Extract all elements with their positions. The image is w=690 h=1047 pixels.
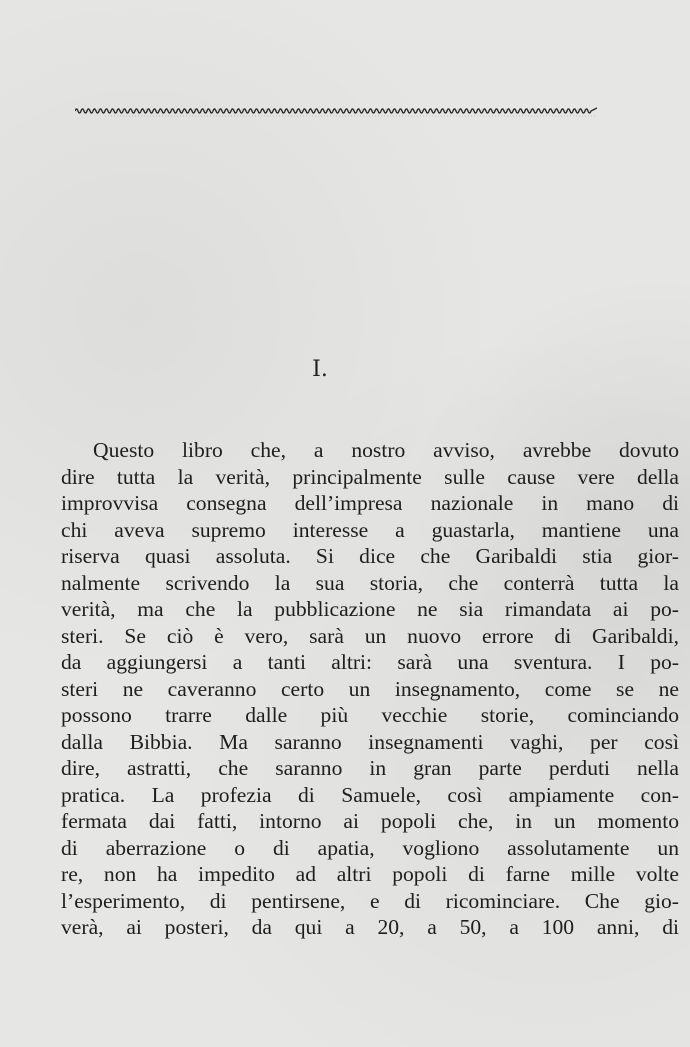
text-line: possono trarre dalle più vecchie storie, cominciando xyxy=(61,703,679,727)
text-line: verità, ma che la pubblicazione ne sia rimandata ai po- xyxy=(61,597,679,621)
text-line: l’esperimento, di pentirsene, e di ricominciare. Che gio- xyxy=(61,888,679,913)
text-line: dire, astratti, che saranno in gran parte perduti nella xyxy=(61,756,679,780)
chapter-heading: I. xyxy=(312,357,328,382)
text-line: improvvisa consegna dell’impresa nazionale in mano di xyxy=(61,491,679,515)
text-line: steri. Se ciò è vero, sarà un nuovo errore di Garibaldi, xyxy=(61,623,679,648)
text-line: dalla Bibbia. Ma saranno insegnamenti vaghi, per così xyxy=(61,729,679,754)
text-line: re, non ha impedito ad altri popoli di farne mille volte xyxy=(61,862,679,886)
text-line: dire tutta la verità, principalmente sulle cause vere della xyxy=(61,464,679,489)
body-paragraph xyxy=(61,437,679,941)
text-line: Questo libro che, a nostro avviso, avrebbe dovuto xyxy=(93,438,679,462)
text-line: nalmente scrivendo la sua storia, che conterrà tutta la xyxy=(61,570,679,595)
text-line: riserva quasi assoluta. Si dice che Garibaldi stia gior- xyxy=(61,544,679,568)
text-line: verà, ai posteri, da qui a 20, a 50, a 100 anni, di xyxy=(61,915,679,939)
text-line: steri ne caveranno certo un insegnamento, come se ne xyxy=(61,676,679,701)
wavy-rule-ornament xyxy=(75,104,597,118)
text-line: fermata dai fatti, intorno ai popoli che, in un momento xyxy=(61,809,679,833)
text-line: da aggiungersi a tanti altri: sarà una sventura. I po- xyxy=(61,650,679,674)
text-line: di aberrazione o di apatia, vogliono assolutamente un xyxy=(61,835,679,860)
text-line: chi aveva supremo interesse a guastarla, mantiene una xyxy=(61,517,679,542)
text-line: pratica. La profezia di Samuele, così ampiamente con- xyxy=(61,782,679,807)
